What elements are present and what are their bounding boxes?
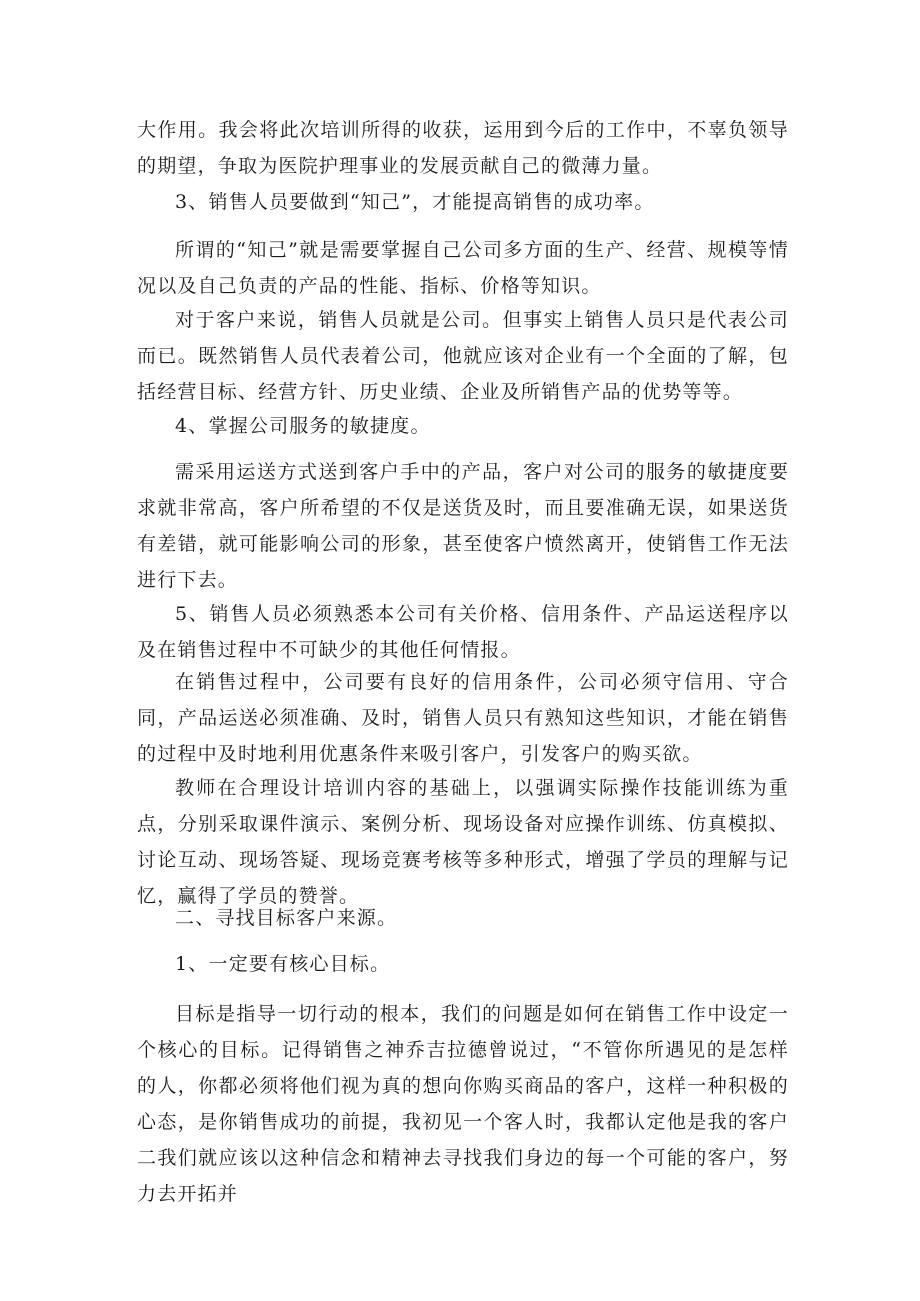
paragraph-sales-represents-company: 对于客户来说，销售人员就是公司。但事实上销售人员只是代表公司而已。既然销售人员代表着公司，他就应该对企业有一个全面的了解，包括经营目标、经营方针、历史业绩、企业及所销售产品的优势等等。 <box>137 309 789 403</box>
paragraph-credit-conditions: 在销售过程中，公司要有良好的信用条件，公司必须守信用、守合同，产品运送必须准确、及时，销售人员只有熟知这些知识，才能在销售的过程中及时地利用优惠条件来吸引客户，引发客户的购买欲。 <box>137 671 789 765</box>
heading-service-agility: 4、掌握公司服务的敏捷度。 <box>175 415 431 437</box>
paragraph-training-methods: 教师在合理设计培训内容的基础上，以强调实际操作技能训练为重点，分别采取课件演示、案例分析、现场设备对应操作训练、仿真模拟、讨论互动、现场答疑、现场竞赛考核等多种形式，增强了学员的理解与记忆，赢得了学员的赞誉。 <box>137 777 789 907</box>
paragraph-continuation: 大作用。我会将此次培训所得的收获，运用到今后的工作中，不辜负领导的期望，争取为医院护理事业的发展贡献自己的微薄力量。 <box>137 119 789 177</box>
paragraph-core-target-body: 目标是指导一切行动的根本，我们的问题是如何在销售工作中设定一个核心的目标。记得销售之神乔吉拉德曾说过，“不管你所遇见的是怎样的人，你都必须将他们视为真的想向你购买商品的客户，这样一种积极的心态，是你销售成功的前提，我初见一个客人时，我都认定他是我的客户二我们就应该以这种信念和精神去寻找我们身边的每一个可能的客户，努力去开拓并 <box>137 1003 789 1205</box>
paragraph-delivery-requirements: 需采用运送方式送到客户手中的产品，客户对公司的服务的敏捷度要求就非常高，客户所希望的不仅是送货及时，而且要准确无误，如果送货有差错，就可能影响公司的形象，甚至使客户愤然离开，使销售工作无法进行下去。 <box>137 461 789 591</box>
paragraph-know-yourself-definition: 所谓的“知己”就是需要掌握自己公司多方面的生产、经营、规模等情况以及自己负责的产品的性能、指标、价格等知识。 <box>137 239 789 297</box>
heading-know-yourself: 3、销售人员要做到“知己”，才能提高销售的成功率。 <box>175 191 655 213</box>
heading-know-company-info: 5、销售人员必须熟悉本公司有关价格、信用条件、产品运送程序以及在销售过程中不可缺少的其他任何情报。 <box>137 603 789 661</box>
heading-core-target: 1、一定要有核心目标。 <box>175 953 391 975</box>
heading-find-target-customers: 二、寻找目标客户来源。 <box>175 907 398 929</box>
